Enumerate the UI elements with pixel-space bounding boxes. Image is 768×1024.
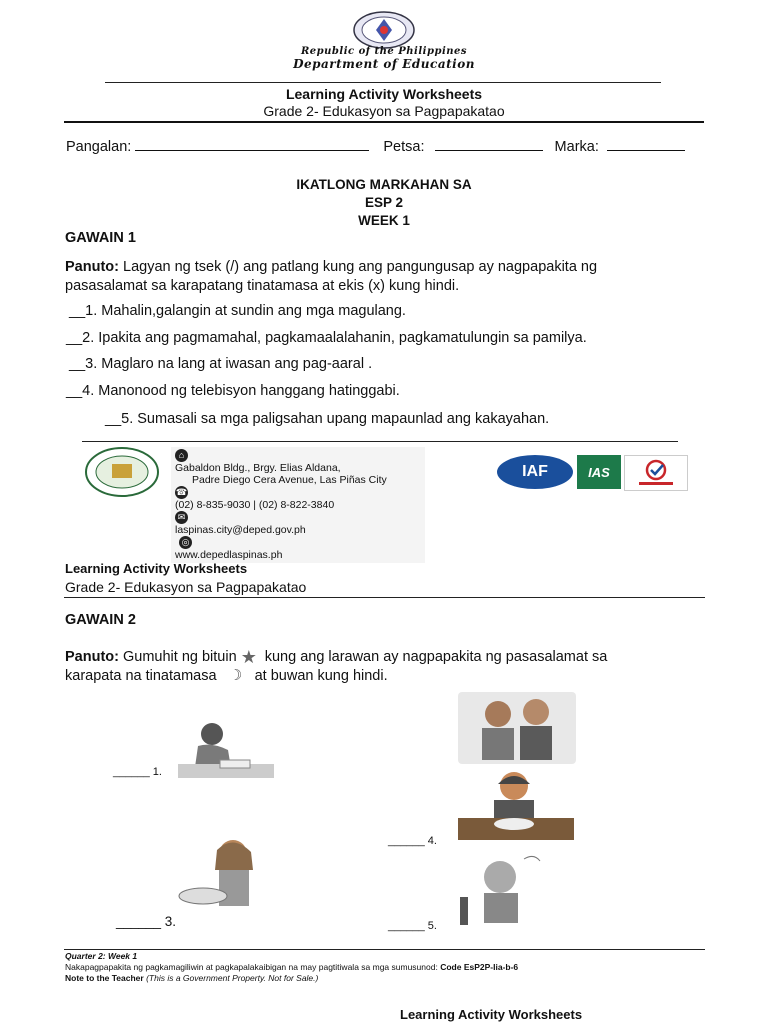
- teacher-note: [65, 973, 318, 983]
- divider: [64, 121, 704, 123]
- date-label: Petsa:: [383, 139, 425, 155]
- web-icon: ◎: [179, 536, 192, 549]
- answer-label-5: ______ 5.: [388, 920, 437, 932]
- website-link[interactable]: www.depedlaspinas.ph: [175, 549, 283, 561]
- republic-text: Republic of the Philippines: [300, 46, 467, 57]
- address-line2: Padre Diego Cera Avenue, Las Piñas City: [192, 474, 387, 486]
- phone-icon: ☎: [175, 487, 188, 497]
- answer-label-1: ______ 1.: [113, 766, 162, 778]
- activity2-instr-line1: [65, 647, 607, 668]
- note-label: Note to the Teacher: [65, 973, 144, 983]
- fields-row: [66, 138, 685, 155]
- address-line1: Gabaldon Bldg., Brgy. Elias Aldana,: [175, 462, 341, 474]
- date-field[interactable]: [435, 138, 543, 151]
- instr-label: Panuto:: [65, 649, 119, 665]
- page2-subtitle: Grade 2- Edukasyon sa Pagpapakatao: [65, 579, 307, 595]
- quarter-heading: IKATLONG MARKAHAN SA: [296, 177, 472, 192]
- division-logo: [84, 446, 160, 498]
- divider: [64, 597, 705, 598]
- iso-cert-logo: [624, 455, 688, 491]
- activity1-instructions: [65, 258, 705, 296]
- score-field[interactable]: [607, 138, 685, 151]
- list-item: __4. Manonood ng telebisyon hanggang hatinggabi.: [66, 383, 400, 399]
- worksheet-subtitle: Grade 2- Edukasyon sa Pagpapakatao: [263, 103, 505, 119]
- score-label: Marka:: [554, 139, 599, 155]
- instr-part2: kung ang larawan ay nagpapakita ng pasasalamat sa: [264, 649, 608, 665]
- ias-logo: IAS: [577, 455, 621, 489]
- activity2-instr-line2: [65, 666, 388, 684]
- picture-sick-person: [454, 847, 560, 933]
- week-heading: WEEK 1: [358, 213, 410, 228]
- worksheet-title: Learning Activity Worksheets: [285, 86, 483, 102]
- instr-part1: Gumuhit ng bituin: [123, 649, 237, 665]
- answer-label-4: ______ 4.: [388, 835, 437, 847]
- deped-seal: [352, 10, 416, 50]
- instr-part4: at buwan kung hindi.: [254, 668, 388, 684]
- page2-title: Learning Activity Worksheets: [65, 561, 248, 576]
- email-address[interactable]: laspinas.city@deped.gov.ph: [175, 524, 306, 536]
- instr-line2: pasasalamat sa karapatang tinatamasa at ekis (x) kung hindi.: [65, 278, 460, 294]
- instr-label: Panuto:: [65, 259, 119, 275]
- divider: [64, 949, 705, 950]
- instr-line1: Lagyan ng tsek (/) ang patlang kung ang pangungusap ay nagpapakita ng: [123, 259, 598, 275]
- star-icon: ★: [240, 647, 257, 667]
- location-icon: ⌂: [175, 449, 188, 462]
- next-page-title: Learning Activity Worksheets: [400, 1007, 583, 1022]
- divider: [82, 441, 678, 442]
- list-item: __3. Maglaro na lang at iwasan ang pag-aaral .: [69, 356, 373, 372]
- instr-part3: karapata na tinatamasa: [65, 668, 217, 684]
- iaf-logo: IAF: [497, 455, 573, 489]
- picture-boy-eating: [458, 766, 574, 842]
- divider: [105, 82, 661, 83]
- subject-heading: ESP 2: [364, 195, 404, 210]
- name-label: Pangalan:: [66, 139, 132, 155]
- picture-studying-boy: [170, 716, 276, 786]
- picture-girl-washing: [173, 830, 279, 914]
- list-item: __5. Sumasali sa mga paligsahan upang mapaunlad ang kakayahan.: [105, 411, 550, 427]
- list-item: __1. Mahalin,galangin at sundin ang mga magulang.: [69, 303, 406, 319]
- activity2-title: GAWAIN 2: [65, 612, 136, 628]
- name-field[interactable]: [135, 138, 369, 151]
- email-icon: ✉: [175, 511, 188, 524]
- moon-icon: ☽: [228, 667, 243, 684]
- quarter-week: Quarter 2: Week 1: [65, 951, 138, 961]
- phone-numbers: (02) 8-835-9030 | (02) 8-822-3840: [175, 499, 335, 511]
- competency-text: Nakapagpapakita ng pagkamagiliwin at pagkapalakaibigan na may pagtitiwala sa mga sumusunod:: [65, 962, 438, 972]
- competency-code: Code EsP2P-Iia-b-6: [440, 962, 519, 972]
- competency-line: [65, 962, 518, 972]
- picture-two-kids: [458, 692, 576, 764]
- answer-label-3: ______ 3.: [116, 914, 177, 929]
- note-text: (This is a Government Property. Not for Sale.): [146, 973, 319, 983]
- office-info: [171, 447, 425, 563]
- list-item: __2. Ipakita ang pagmamahal, pagkamaalalahanin, pagkamatulungin sa pamilya.: [66, 330, 587, 346]
- department-text: Department of Education: [293, 57, 475, 71]
- activity1-title: GAWAIN 1: [65, 230, 136, 246]
